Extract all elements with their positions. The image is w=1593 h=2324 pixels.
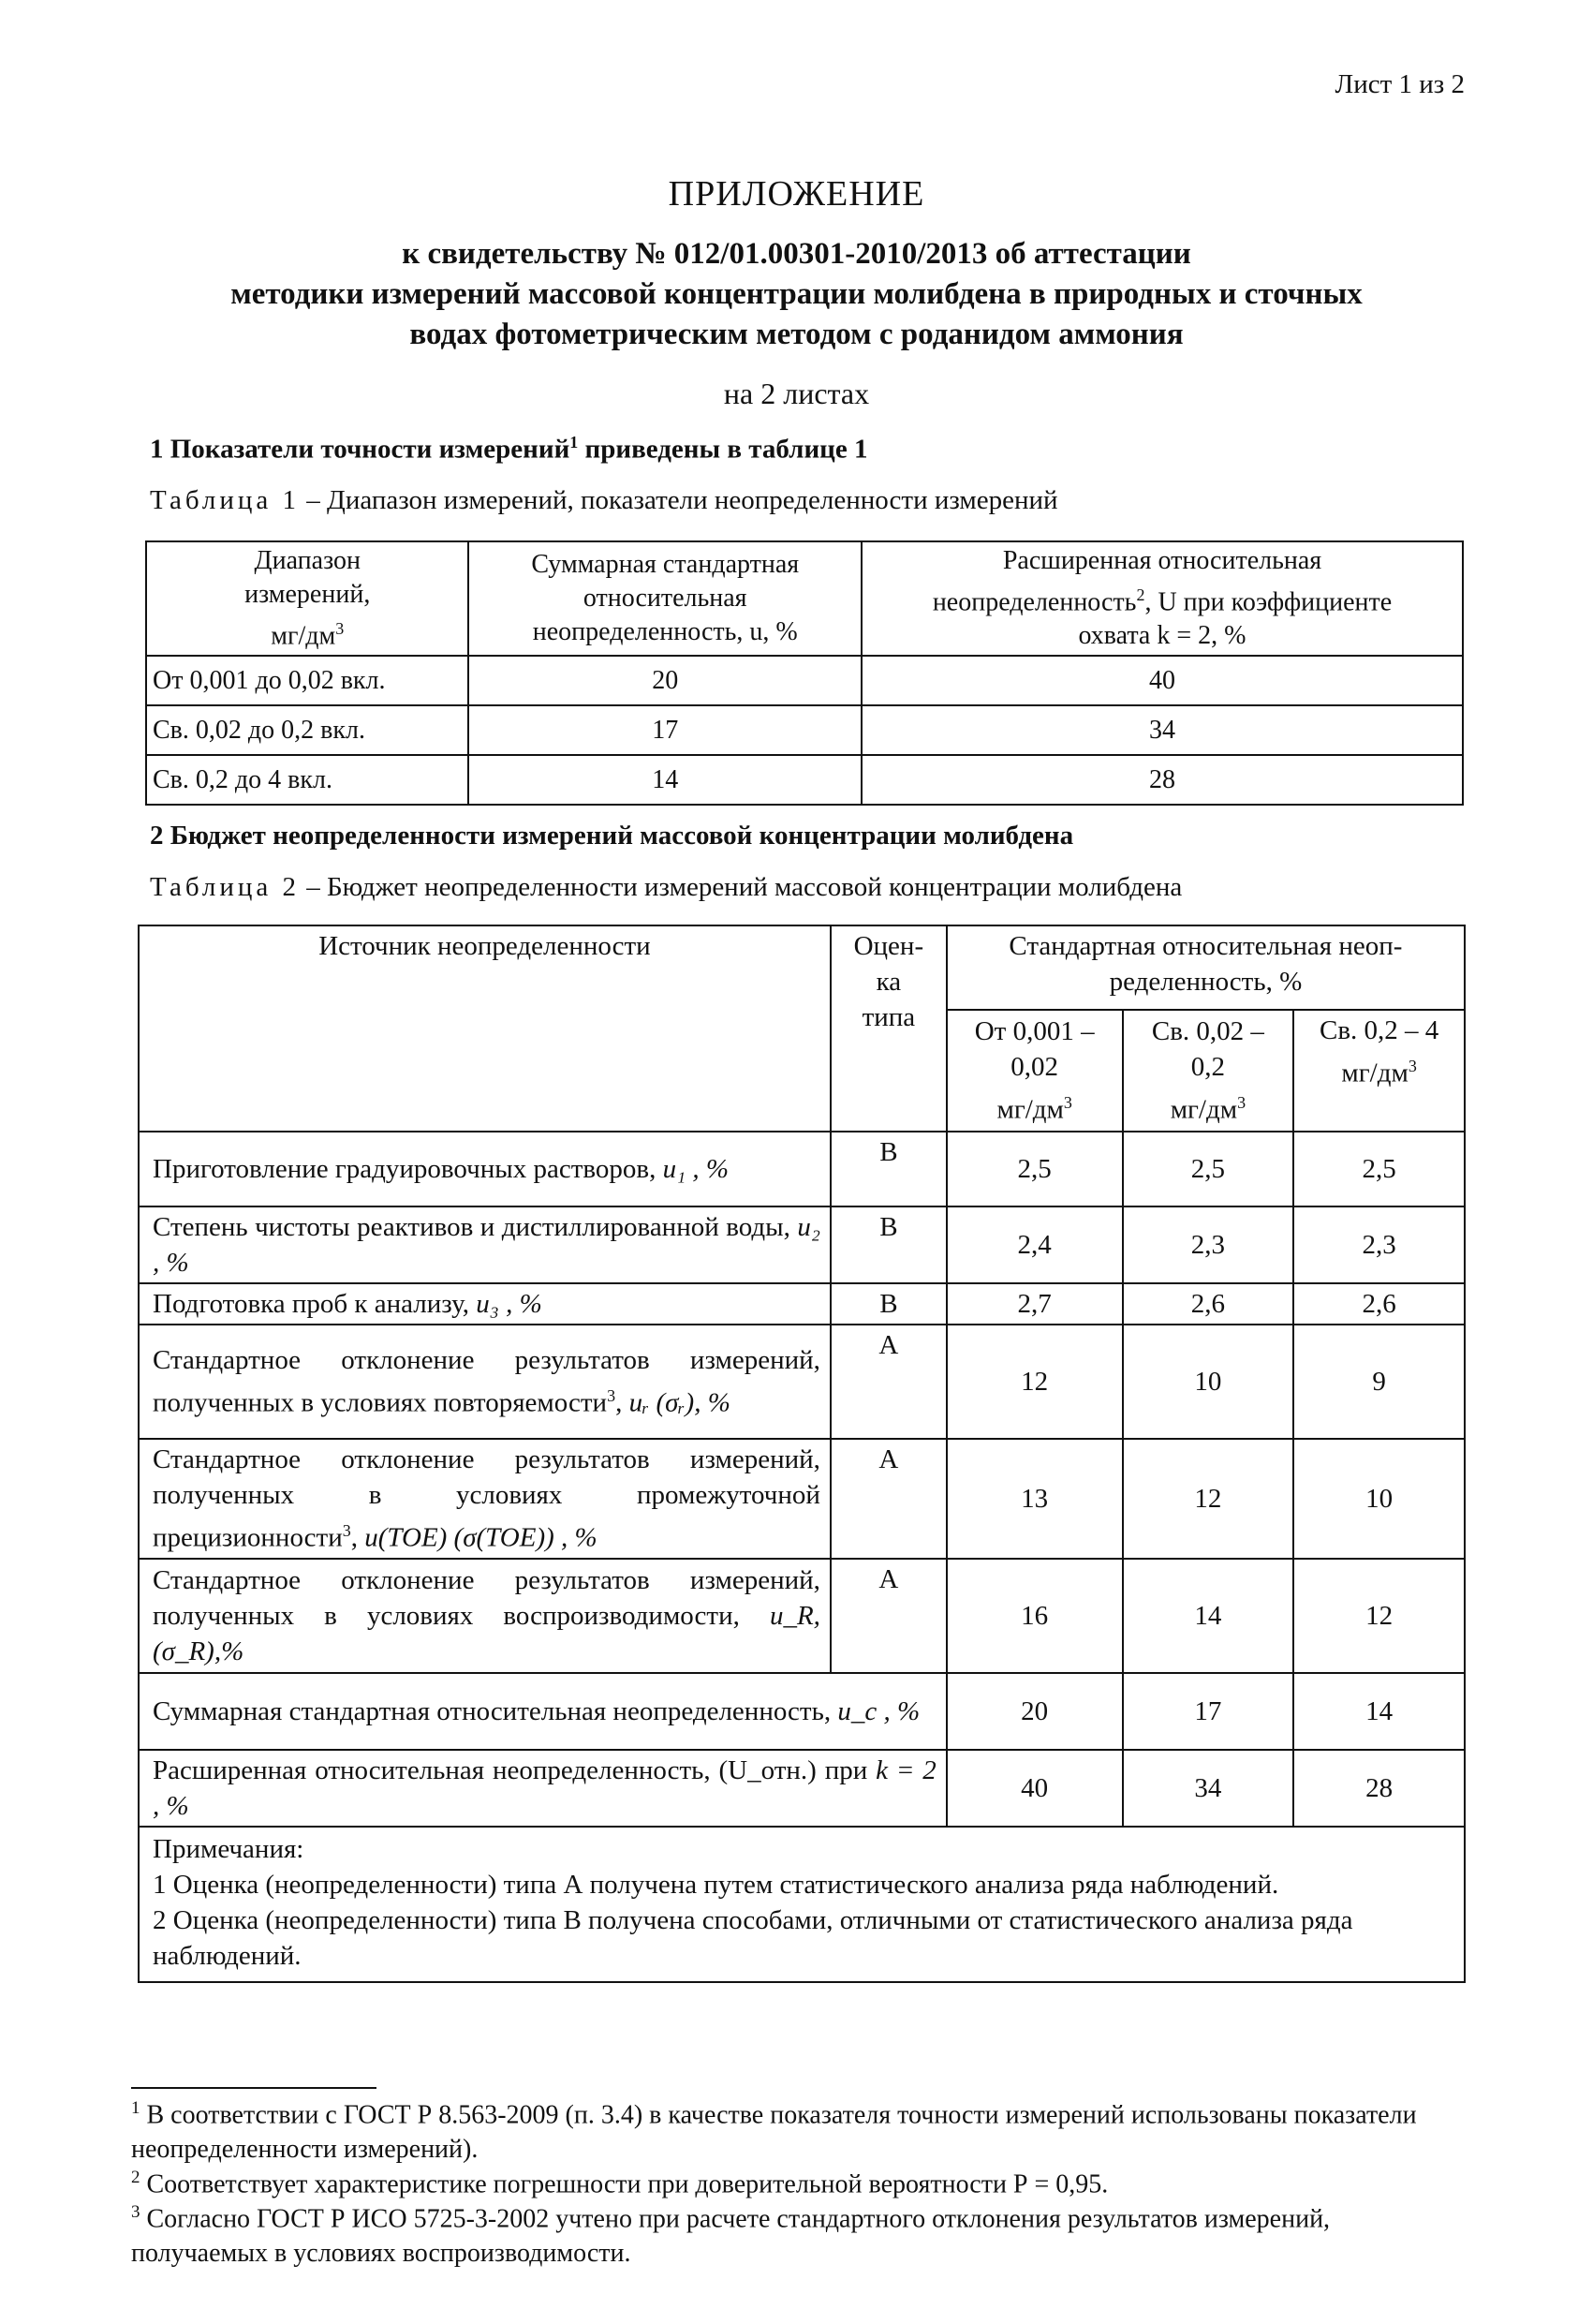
value-cell: 16 [947,1559,1123,1673]
accuracy-table [145,540,1464,806]
sheets-count-note: на 2 листах [723,377,870,410]
value-cell: 9 [1293,1325,1465,1439]
value-cell: 10 [1123,1325,1294,1439]
value-cell: 2,7 [947,1283,1123,1325]
table-row [146,705,1463,755]
header-standard-uncertainty: Суммарная стандартная относительная неопределенность, u, % [468,541,862,656]
value-cell: 2,3 [1123,1206,1294,1283]
subtitle-line-2: методики измерений массовой концентрации молибдена в природных и сточных [230,277,1363,311]
u-cell: 14 [468,755,862,805]
subheader-range-3: Св. 0,2 – 4 $мг/дм^3$ [1293,1010,1465,1132]
U-cell: 34 [862,705,1463,755]
value-cell: 40 [947,1750,1123,1827]
table-row [139,1673,1465,1750]
value-cell: 17 [1123,1673,1294,1750]
uncertainty-budget-table [138,925,1466,1983]
footnote-1: $^1$ В соответствии с ГОСТ Р 8.563-2009 (п. 3.4) в качестве показателя точности измерений использованы показатели неопределенности измерений). [131,2098,1417,2165]
type-cell: A [831,1559,947,1673]
table-row [139,1439,1465,1559]
u-cell: 17 [468,705,862,755]
value-cell: 12 [1293,1559,1465,1673]
value-cell: 12 [1123,1439,1294,1559]
value-cell: 2,5 [1123,1132,1294,1206]
value-cell: 14 [1293,1673,1465,1750]
value-cell: 2,5 [947,1132,1123,1206]
notes-cell [139,1827,1465,1982]
value-cell: 2,6 [1123,1283,1294,1325]
source-cell: Суммарная стандартная относительная неопределенность, u_c , % [139,1673,947,1750]
type-cell: B [831,1283,947,1325]
notes-title: Примечания: [153,1833,304,1864]
value-cell: 2,3 [1293,1206,1465,1283]
value-cell: 2,6 [1293,1283,1465,1325]
header-range: Диапазон измерений, $мг/дм^3$ [146,541,468,656]
note-2: 2 Оценка (неопределенности) типа В получена способами, отличными от статистического анализа ряда наблюдений. [153,1904,1353,1971]
U-cell: 40 [862,656,1463,705]
value-cell: 12 [947,1325,1123,1439]
document-title: ПРИЛОЖЕНИЕ [668,174,925,214]
notes-row [139,1827,1465,1982]
table-row [139,1325,1465,1439]
sheet-number: Лист 1 из 2 [1335,69,1465,99]
subheader-range-1: От 0,001 – 0,02 $мг/дм^3$ [947,1010,1123,1132]
value-cell: 28 [1293,1750,1465,1827]
source-cell: Стандартное отклонение результатов измерений, полученных в условиях воспроизводимости, u_R, (σ_R),% [139,1559,831,1673]
table-2-caption: Таблица 2 – Бюджет неопределенности измерений массовой концентрации молибдена [150,872,1183,902]
table-row [139,1283,1465,1325]
footnote-divider [131,2087,376,2089]
table-1-caption: Таблица 1 – Диапазон измерений, показатели неопределенности измерений [150,485,1058,515]
type-cell: B [831,1206,947,1283]
footnote-3: $^3$ Согласно ГОСТ Р ИСО 5725-3-2002 учтено при расчете стандартного отклонения результатов измерений, получаемых в условиях воспроизводимости. [131,2202,1331,2269]
source-cell: Стандартное отклонение результатов измерений, полученных в условиях повторяемости$^3$, uᵣ (σᵣ), % [139,1325,831,1439]
value-cell: 2,5 [1293,1132,1465,1206]
table-row [139,1750,1465,1827]
subtitle-line-1: к свидетельству № 012/01.00301-2010/2013 об аттестации [402,237,1191,271]
range-cell: Св. 0,2 до 4 вкл. [146,755,468,805]
header-expanded-uncertainty: Расширенная относительная неопределенность$^2$, U при коэффициенте охвата k = 2, % [862,541,1463,656]
table-row [146,755,1463,805]
u-cell: 20 [468,656,862,705]
source-cell: Степень чистоты реактивов и дистиллированной воды, u₂ , % [139,1206,831,1283]
value-cell: 2,4 [947,1206,1123,1283]
table-row [139,1559,1465,1673]
document-subtitle [140,234,1453,355]
source-cell: Приготовление градуировочных растворов, u₁ , % [139,1132,831,1206]
value-cell: 20 [947,1673,1123,1750]
source-cell: Расширенная относительная неопределенность, (U_отн.) при k = 2 , % [139,1750,947,1827]
table-header-row [139,925,1465,1010]
type-cell: A [831,1439,947,1559]
type-cell: A [831,1325,947,1439]
table-row [146,656,1463,705]
type-cell: B [831,1132,947,1206]
header-standard-uncertainty: Стандартная относительная неоп- ределенность, % [947,925,1465,1010]
table-row [139,1206,1465,1283]
footnote-2: $^2$ Соответствует характеристике погрешности при доверительной вероятности Р = 0,95. [131,2168,1109,2199]
value-cell: 14 [1123,1559,1294,1673]
range-cell: Св. 0,02 до 0,2 вкл. [146,705,468,755]
header-source: Источник неопределенности [139,925,831,1132]
section-1-heading: 1 Показатели точности измерений$^1$ приведены в таблице 1 [150,433,868,465]
note-1: 1 Оценка (неопределенности) типа А получена путем статистического анализа ряда наблюдений. [153,1869,1279,1900]
value-cell: 10 [1293,1439,1465,1559]
value-cell: 13 [947,1439,1123,1559]
subheader-range-2: Св. 0,02 – 0,2 $мг/дм^3$ [1123,1010,1294,1132]
header-type: Оцен- ка типа [831,925,947,1132]
source-cell: Подготовка проб к анализу, u₃ , % [139,1283,831,1325]
subtitle-line-3: водах фотометрическим методом с роданидом аммония [409,318,1184,351]
table-row [139,1132,1465,1206]
range-cell: От 0,001 до 0,02 вкл. [146,656,468,705]
table-header-row [146,541,1463,656]
U-cell: 28 [862,755,1463,805]
source-cell: Стандартное отклонение результатов измерений, полученных в условиях промежуточной прецизионности$^3$, u(TOE) (σ(TOE)) , % [139,1439,831,1559]
section-2-heading: 2 Бюджет неопределенности измерений массовой концентрации молибдена [150,821,1074,851]
value-cell: 34 [1123,1750,1294,1827]
